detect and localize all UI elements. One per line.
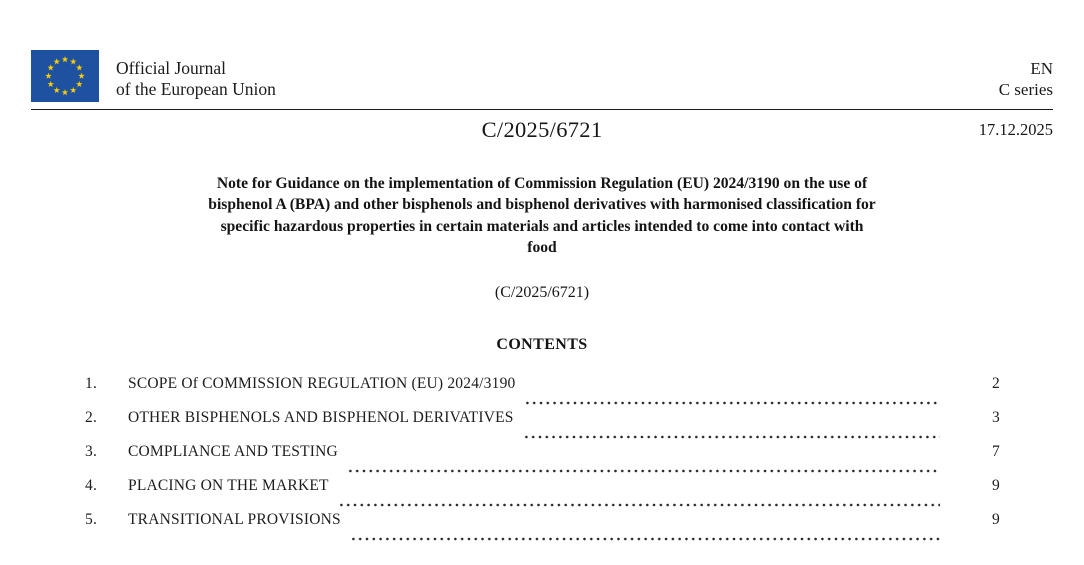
toc-entry-page: 3 [992, 409, 1000, 426]
journal-title-line1: Official Journal [116, 58, 226, 78]
journal-title-line2: of the European Union [116, 79, 276, 99]
document-number: C/2025/6721 [481, 117, 603, 142]
toc-entry-title: PLACING ON THE MARKET [128, 477, 329, 494]
toc-entry-title: COMPLIANCE AND TESTING [128, 443, 338, 460]
toc-entry [0, 375, 1084, 409]
language-code: EN [1030, 59, 1053, 78]
toc-entry [0, 511, 1084, 545]
toc-entry-number: 2. [85, 409, 98, 426]
document-date: 17.12.2025 [978, 120, 1053, 139]
toc-entry-number: 1. [85, 375, 98, 392]
header-divider [31, 109, 1053, 110]
toc-entry-page: 9 [992, 511, 1000, 528]
toc-entry-number: 5. [85, 511, 98, 528]
toc-entry [0, 477, 1084, 511]
toc-entry [0, 443, 1084, 477]
document-reference: (C/2025/6721) [494, 284, 590, 301]
toc-entry-title: TRANSITIONAL PROVISIONS [128, 511, 341, 528]
toc-dot-leader [350, 537, 940, 541]
toc-entry-title: OTHER BISPHENOLS AND BISPHENOL DERIVATIVES [128, 409, 514, 426]
document-title-line: bisphenol A (BPA) and other bisphenols and bisphenol derivatives with harmonised classification for [208, 196, 876, 214]
page-header [31, 50, 1053, 102]
toc-entry [0, 409, 1084, 443]
toc-entry-page: 7 [992, 443, 1000, 460]
series-label: C series [998, 80, 1053, 99]
toc-entry-number: 4. [85, 477, 98, 494]
document-title-line: food [527, 238, 557, 256]
toc-entry-page: 9 [992, 477, 1000, 494]
journal-title [116, 50, 276, 100]
toc-entry-title: SCOPE Of COMMISSION REGULATION (EU) 2024/3190 [128, 375, 516, 392]
document-title [0, 173, 1084, 258]
toc-dot-leader [338, 503, 940, 507]
document-title-line: specific hazardous properties in certain materials and articles intended to come into contact with [220, 217, 864, 235]
toc-dot-leader [524, 401, 940, 405]
toc-dot-leader [347, 469, 940, 473]
contents-heading: CONTENTS [496, 336, 588, 353]
toc-entry-number: 3. [85, 443, 98, 460]
header-right [999, 50, 1053, 100]
toc-dot-leader [523, 435, 940, 439]
toc-entry-page: 2 [992, 375, 1000, 392]
document-title-line: Note for Guidance on the implementation of Commission Regulation (EU) 2024/3190 on the use of [216, 175, 868, 192]
eu-flag-icon [31, 50, 99, 102]
table-of-contents [0, 375, 1084, 545]
